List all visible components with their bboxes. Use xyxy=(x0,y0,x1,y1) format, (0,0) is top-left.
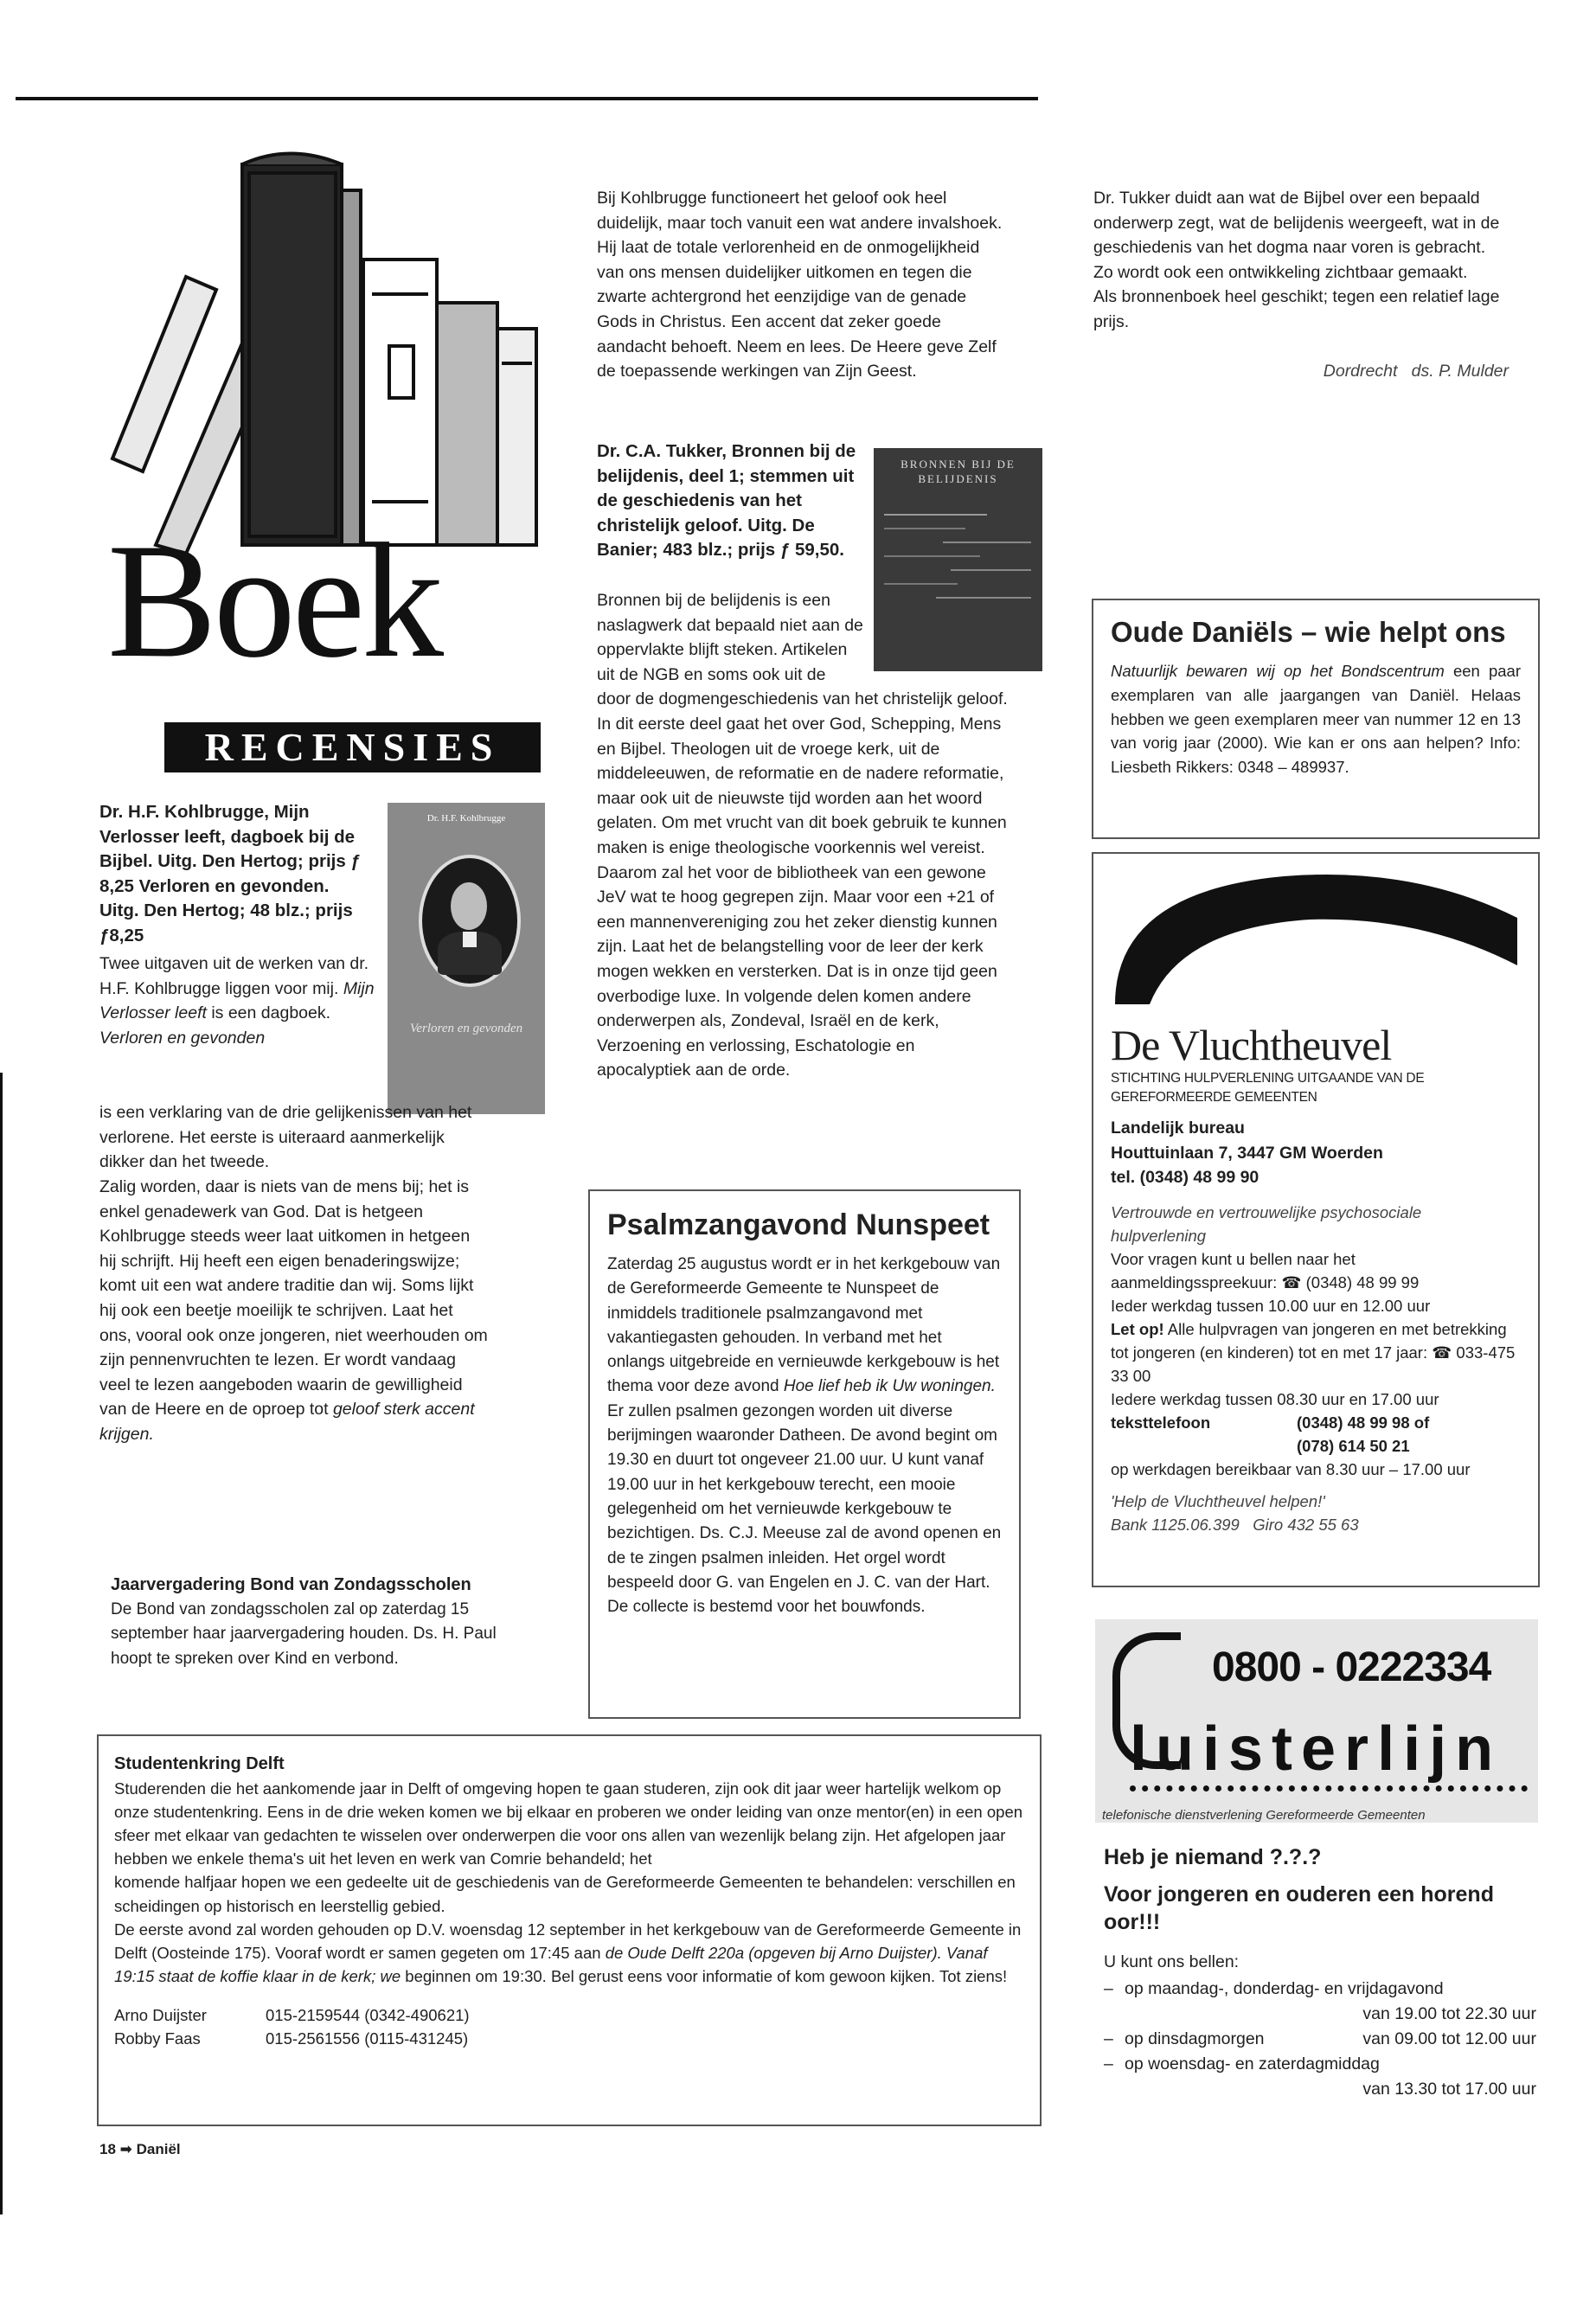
vluchtheuvel-address: Houttuinlaan 7, 3447 GM Woerden xyxy=(1111,1143,1383,1163)
list-item: – op woensdag- en zaterdagmiddag van 13.30 tot 17.00 uur xyxy=(1104,2052,1536,2102)
review-kohlbrugge-p1-wrap xyxy=(99,952,376,1050)
studentenkring-contacts xyxy=(114,2003,1024,2050)
oude-daniels-body: Natuurlijk bewaren wij op het Bondscentrum een paar exemplaren van alle jaargangen van Daniël. Helaas hebben we geen exemplaren meer van nummer 12 en 13 van vorig jaar (2000). Wie kan er ons aan helpen? Info: Liesbeth Rikkers: 0348 – 489937. xyxy=(1111,662,1521,777)
vluchtheuvel-letop: Let op! Alle hulpvragen van jongeren en met betrekking tot jongeren (en kinderen) tot en met 17 jaar: ☎ 033-475 33 00 xyxy=(1111,1319,1516,1385)
review-tukker-p1: door de dogmengeschiedenis van het christelijk geloof. In dit eerste deel gaat het over God, Schepping, Mens en Bijbel. Theologen uit de vroege kerk, uit de middeleeuwen, de reformatie en de nadere reformatie, maar ook uit de nieuwste tijd worden aan het woord gelaten. Om met vrucht van dit boek gebruik te kunnen maken is enige theologische voorkennis wel vereist. Daarom zal het voor de bibliotheek van een gewone JeV wat te hoog gegrepen zijn. Maar voor een +21 of een mannenvereniging zou het zeker dienstig kunnen zijn. Laat het de belangstelling voor de leer der kerk mogen wekken en versterken. Dat is in onze tijd geen overbodige luxe. In volgende delen komen andere onderwerpen als, Zondeval, Israël en de kerk, Verzoening en verlossing, Eschatologie en apocalyptiek aan de orde. xyxy=(597,689,1008,1080)
review-tukker-p3: Als bronnenboek heel geschikt; tegen een relatief lage prijs. xyxy=(1093,287,1500,331)
list-item: – op maandag-, donderdag- en vrijdagavond van 19.00 tot 22.30 uur xyxy=(1104,1977,1536,2027)
studentenkring-p3: De eerste avond zal worden gehouden op D.V. woensdag 12 september in het kerkgebouw van de Gereformeerde Gemeente in Delft (Oosteinde 175). Vooraf wordt er samen gegeten om 17:45 aan de Oude Delft 220a (opgeven bij Arno Duijster). Vanaf 19:15 staat de koffie klaar in de kerk; we beginnen om 19:30. Bel gerust eens voor informatie of kom gewoon kijken. Tot ziens! xyxy=(114,1920,1022,1986)
oude-daniels-box xyxy=(1092,599,1540,839)
studentenkring-p2: komende halfjaar hopen we een gedeelte uit de geschiedenis van de Gereformeerde Gemeenten te behandelen: verschillen en scheidingen op historisch en leerstellig gebied. xyxy=(114,1873,1016,1915)
luisterlijn-phone: 0800 - 0222334 xyxy=(1212,1644,1491,1690)
psalmzang-body: Zaterdag 25 augustus wordt er in het kerkgebouw van de Gereformeerde Gemeente te Nunspeet de inmiddels traditionele psalmzangavond met vakantiegasten gehouden. In verband met het onlangs uitgebreide en vernieuwde kerkgebouw is het thema voor deze avond Hoe lief heb ik Uw woningen. Er zullen psalmen gezongen worden uit diverse berijmingen waaronder Datheen. De avond begint om 19.30 en duurt tot ongeveer 21.00 uur. U kunt vanaf 19.00 uur in het kerkgebouw terecht, een mooie gelegenheid om het vernieuwde kerkgebouw te bezichtigen. Ds. C.J. Meeuse zal de avond openen en de te zingen psalmen inleiden. Het orgel wordt bespeeld door G. van Engelen en J. C. van der Hart. De collecte is bestemd voor het bouwfonds. xyxy=(607,1255,1002,1617)
title-banner: RECENSIES xyxy=(164,722,541,772)
portrait-image xyxy=(419,855,521,987)
studentenkring-p1: Studerenden die het aankomende jaar in Delft of omgeving hopen te gaan studeren, zijn ook dit jaar weer hartelijk welkom op onze studentenkring. Eens in de drie weken komen we bij elkaar en proberen we onder leiding van onze mentor(en) in een open sfeer met elkaar van gedachten te wisselen over onderwerpen die voor ons allen van wezenlijk belang zijn. Het afgelopen jaar hebben we enkele thema's uit het leven en werk van Comrie behandeld; het xyxy=(114,1779,1023,1868)
luisterlijn-subtitle: telefonische dienstverlening Gereformeerde Gemeenten xyxy=(1102,1808,1426,1823)
jaarvergadering-heading: Jaarvergadering Bond van Zondagsscholen xyxy=(111,1575,471,1594)
review-kohlbrugge-p2: Zalig worden, daar is niets van de mens bij; het is enkel genadewerk van God. Dat is hetgeen Kohlbrugge steeds weer laat uitkomen in hetgeen hij schrijft. Hij heeft een eigen benaderingswijze; komt uit een wat andere traditie dan wij. Soms lijkt hij ook een beetje moeilijk te schrijven. Laat het ons, vooral ook onze jongeren, niet weerhouden om zijn pennenvruchten te lezen. Er wordt vandaag veel te lezen aangeboden waarin de gewilligheid van de Heere en de oproep tot geloof sterk accent krijgen. xyxy=(99,1177,488,1444)
luisterlijn-name: luisterlijn xyxy=(1130,1715,1503,1784)
jaarvergadering-body: De Bond van zondagsscholen zal op zaterdag 15 september haar jaarvergadering houden. Ds. H. Paul hoopt te spreken over Kind en verbond. xyxy=(111,1599,497,1668)
kohlbrugge-cover-subtitle: Verloren en gevonden xyxy=(409,1022,523,1035)
review-tukker-p2: Dr. Tukker duidt aan wat de Bijbel over een bepaald onderwerp zegt, wat de belijdenis weergeeft, wat in de geschiedenis van het dogma naar voren is gebracht. Zo wordt ook een ontwikkeling zichtbaar gemaakt. xyxy=(1093,189,1500,282)
studentenkring-box xyxy=(97,1734,1042,2126)
vluchtheuvel-quote: 'Help de Vluchtheuvel helpen!' xyxy=(1111,1491,1325,1510)
review-kohlbrugge-continued: Bij Kohlbrugge functioneert het geloof ook heel duidelijk, maar toch vanuit een wat andere invalshoek. Hij laat de totale verlorenheid en de onmogelijkheid van ons mensen duidelijker uitkomen en tegen die zwarte achtergrond het eenzijdige van de genade Gods in Christus. Een accent dat zeker goede aandacht behoeft. Neem en lees. De Heere geve Zelf de toepassende werkingen van Zijn Geest. xyxy=(597,189,1003,381)
jaarvergadering xyxy=(111,1573,526,1671)
page-footer xyxy=(99,2141,181,2158)
vluchtheuvel-teksttelefoon: teksttelefoon (0348) 48 99 98 of (078) 614 50 21 xyxy=(1111,1413,1430,1455)
review-kohlbrugge-p1-rest: is een verklaring van de drie gelijkenissen van het verlorene. Het eerste is uiteraard aanmerkelijk dikker dan het tweede. xyxy=(99,1103,472,1172)
review-signature: Dordrecht ds. P. Mulder xyxy=(1323,361,1509,381)
vluchtheuvel-tagline: Vertrouwde en vertrouwelijke psychosociale hulpverlening xyxy=(1111,1202,1422,1245)
oude-daniels-title: Oude Daniëls – wie helpt ons xyxy=(1111,616,1506,648)
review-tukker-p1-top: Bronnen bij de belijdenis is een naslagwerk dat bepaald niet aan de oppervlakte blijft steken. Artikelen uit de NGB en soms ook uit de xyxy=(597,591,863,684)
vluchtheuvel-box xyxy=(1092,852,1540,1587)
review-kohlbrugge-heading: Dr. H.F. Kohlbrugge, Mijn Verlosser leeft, dagboek bij de Bijbel. Uitg. Den Hertog; prijs ƒ 8,25 Verloren en gevonden. Uitg. Den Hertog; 48 blz.; prijs ƒ8,25 xyxy=(99,802,361,945)
vluchtheuvel-tel: tel. (0348) 48 99 90 xyxy=(1111,1168,1259,1187)
luisterlijn-intro: U kunt ons bellen: xyxy=(1104,1952,1240,1971)
vluchtheuvel-subtitle: STICHTING HULPVERLENING UITGAANDE VAN DE GEREFORMEERDE GEMEENTEN xyxy=(1111,1071,1425,1105)
vluchtheuvel-line2: Ieder werkdag tussen 10.00 uur en 12.00 uur xyxy=(1111,1296,1431,1315)
vluchtheuvel-name: De Vluchtheuvel xyxy=(1111,1021,1392,1069)
vluchtheuvel-logo xyxy=(1111,866,1522,1017)
psalmzang-box xyxy=(588,1189,1021,1719)
magazine-name: Daniël xyxy=(136,2141,181,2157)
left-edge-rule xyxy=(0,1073,3,2214)
luisterlijn-h2: Voor jongeren en ouderen een horend oor!!! xyxy=(1104,1882,1494,1934)
top-rule xyxy=(16,97,1038,100)
kohlbrugge-cover-title: Dr. H.F. Kohlbrugge xyxy=(426,813,506,824)
kohlbrugge-book-cover xyxy=(388,803,545,1114)
vluchtheuvel-line1: Voor vragen kunt u bellen naar het aanmeldingsspreekuur: ☎ (0348) 48 99 99 xyxy=(1111,1249,1420,1292)
review-kohlbrugge-p1: Twee uitgaven uit de werken van dr. H.F. Kohlbrugge liggen voor mij. Mijn Verlosser leeft is een dagboek. Verloren en gevonden xyxy=(99,954,375,1048)
luisterlijn-slots xyxy=(1104,1977,1536,2102)
tukker-cover-title: BRONNEN BIJ DE BELIJDENIS xyxy=(901,458,1016,485)
luisterlijn-info xyxy=(1104,1843,1536,2102)
luisterlijn-panel xyxy=(1095,1619,1538,1823)
studentenkring-heading: Studentenkring Delft xyxy=(114,1754,285,1773)
title-word: Boek xyxy=(107,510,441,692)
review-tukker-continued xyxy=(1093,186,1509,383)
page-number: 18 xyxy=(99,2141,116,2157)
masthead xyxy=(104,147,541,779)
vluchtheuvel-line3: Iedere werkdag tussen 08.30 uur en 17.00 uur xyxy=(1111,1389,1439,1408)
luisterlijn-h1: Heb je niemand ?.?.? xyxy=(1104,1845,1322,1869)
review-tukker-heading: Dr. C.A. Tukker, Bronnen bij de belijdenis, deel 1; stemmen uit de geschiedenis van het christelijk geloof. Uitg. De Banier; 483 blz.; prijs ƒ 59,50. xyxy=(597,441,856,560)
contact-row: Arno Duijster 015-2159544 (0342-490621) xyxy=(114,2006,470,2025)
list-item: – op dinsdagmorgen van 09.00 tot 12.00 uur xyxy=(1104,2027,1536,2052)
vluchtheuvel-line4: op werkdagen bereikbaar van 8.30 uur – 17.00 uur xyxy=(1111,1459,1471,1478)
vluchtheuvel-bureau: Landelijk bureau xyxy=(1111,1118,1245,1138)
arrow-icon: ➡ xyxy=(119,2141,132,2157)
contact-row: Robby Faas 015-2561556 (0115-431245) xyxy=(114,2029,469,2048)
luisterlijn-decor xyxy=(1130,1785,1528,1791)
tukker-book-cover xyxy=(874,448,1042,671)
psalmzang-title: Psalmzangavond Nunspeet xyxy=(607,1208,990,1241)
vluchtheuvel-bank: Bank 1125.06.399 Giro 432 55 63 xyxy=(1111,1515,1359,1534)
